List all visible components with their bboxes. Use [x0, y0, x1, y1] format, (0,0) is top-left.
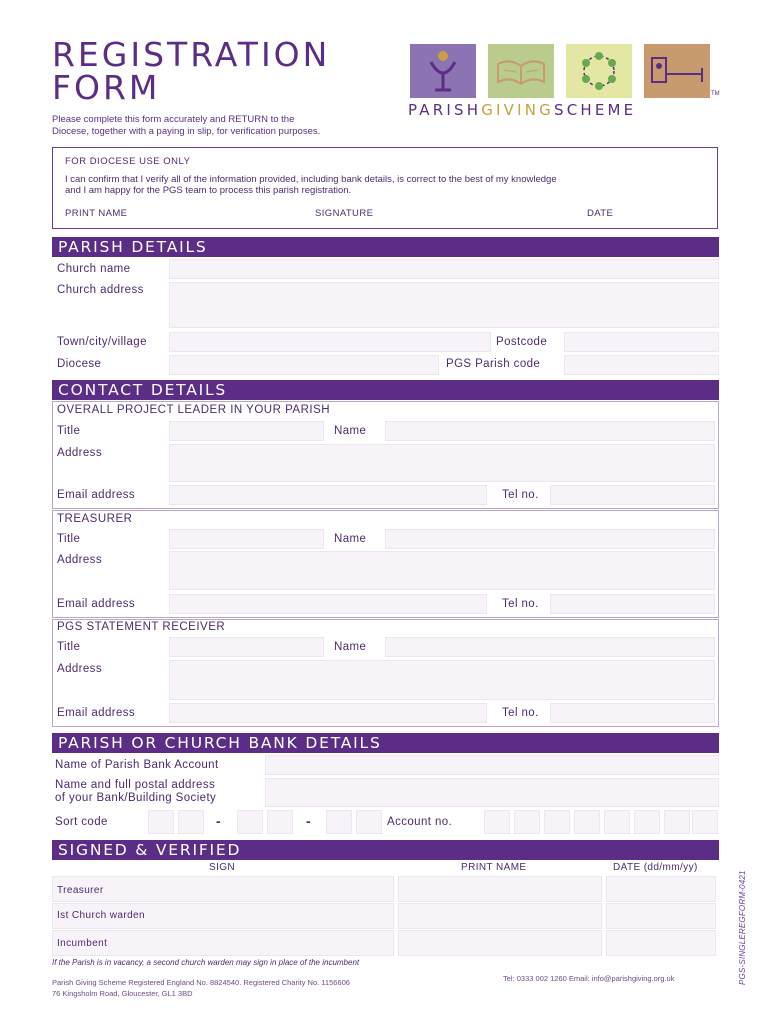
form-title — [52, 35, 331, 107]
brand-part2: GIVING — [481, 101, 554, 119]
open-book-icon — [488, 44, 554, 98]
account-name-label: Name of Parish Bank Account — [55, 759, 219, 771]
col-date-label: DATE (dd/mm/yy) — [613, 862, 698, 873]
leader-name-label: Name — [334, 425, 367, 437]
diocese-statement-line1: I can confirm that I verify all of the information provided, including bank details, is correct to the best of my knowledge — [65, 174, 557, 185]
brand-part3: SCHEME — [553, 101, 637, 119]
chalice-icon — [410, 44, 476, 98]
leader-tel-label: Tel no. — [502, 489, 539, 501]
receiver-tel-label: Tel no. — [502, 707, 539, 719]
receiver-email-label: Email address — [57, 707, 136, 719]
account-no-digit-2[interactable] — [514, 810, 540, 834]
account-no-digit-7[interactable] — [664, 810, 690, 834]
leader-tel-field[interactable] — [550, 485, 715, 505]
diocese-field[interactable] — [169, 355, 439, 375]
treasurer-heading: TREASURER — [57, 513, 133, 525]
form-code: PGS-SINGLEREGFORM-0421 — [738, 870, 747, 985]
sort-code-separator-1: - — [216, 813, 221, 829]
church-warden-print-name-field[interactable] — [398, 903, 602, 929]
treasurer-title-field[interactable] — [169, 529, 324, 549]
form-title-line2: FORM — [52, 68, 161, 107]
intro-text — [52, 114, 402, 138]
treasurer-title-label: Title — [57, 533, 81, 545]
treasurer-tel-label: Tel no. — [502, 598, 539, 610]
trademark-mark: TM — [711, 91, 720, 97]
bank-address-label-line1: Name and full postal address — [55, 779, 216, 791]
col-print-name-label: PRINT NAME — [461, 862, 527, 873]
treasurer-email-label: Email address — [57, 598, 136, 610]
account-name-field[interactable] — [265, 755, 719, 775]
diocese-heading: FOR DIOCESE USE ONLY — [65, 156, 191, 167]
treasurer-sign-label: Treasurer — [57, 885, 104, 896]
treasurer-date-field[interactable] — [606, 876, 716, 902]
account-no-digit-6[interactable] — [634, 810, 660, 834]
treasurer-email-field[interactable] — [169, 594, 487, 614]
account-no-digit-5[interactable] — [604, 810, 630, 834]
leader-address-field[interactable] — [169, 444, 715, 482]
pgs-code-field[interactable] — [564, 355, 719, 375]
account-no-digit-4[interactable] — [574, 810, 600, 834]
treasurer-tel-field[interactable] — [550, 594, 715, 614]
bed-icon — [644, 44, 710, 98]
postcode-label: Postcode — [496, 336, 548, 348]
leader-title-label: Title — [57, 425, 81, 437]
church-warden-sign-label: Ist Church warden — [57, 910, 145, 921]
contact-details-heading: CONTACT DETAILS — [52, 380, 719, 400]
sort-code-digit-2[interactable] — [178, 810, 204, 834]
bank-address-field[interactable] — [265, 778, 719, 807]
leader-title-field[interactable] — [169, 421, 324, 441]
form-title-line1: REGISTRATION — [52, 35, 331, 74]
incumbent-sign-label: Incumbent — [57, 938, 108, 949]
intro-line2: Diocese, together with a paying in slip, for verification purposes. — [52, 126, 321, 137]
diocese-date-label: DATE — [587, 208, 614, 219]
sort-code-digit-6[interactable] — [356, 810, 382, 834]
diocese-use-box — [52, 147, 718, 229]
treasurer-print-name-field[interactable] — [398, 876, 602, 902]
treasurer-address-label: Address — [57, 554, 102, 566]
diocese-statement — [65, 174, 705, 196]
bank-address-label-line2: of your Bank/Building Society — [55, 792, 217, 804]
sort-code-digit-1[interactable] — [148, 810, 174, 834]
brand-part1: PARISH — [408, 101, 482, 119]
intro-line1: Please complete this form accurately and RETURN to the — [52, 114, 295, 125]
diocese-print-name-label: PRINT NAME — [65, 208, 128, 219]
account-no-digit-8[interactable] — [692, 810, 718, 834]
leader-email-field[interactable] — [169, 485, 487, 505]
footer-registration — [52, 977, 350, 999]
bank-details-heading: PARISH OR CHURCH BANK DETAILS — [52, 733, 719, 753]
incumbent-date-field[interactable] — [606, 930, 716, 956]
project-leader-heading: OVERALL PROJECT LEADER IN YOUR PARISH — [57, 404, 331, 416]
receiver-tel-field[interactable] — [550, 703, 715, 723]
account-no-label: Account no. — [387, 816, 453, 828]
brand-wordmark — [408, 101, 636, 119]
postcode-field[interactable] — [564, 332, 719, 352]
parish-details-heading: PARISH DETAILS — [52, 237, 719, 257]
treasurer-address-field[interactable] — [169, 551, 715, 590]
sort-code-digit-4[interactable] — [267, 810, 293, 834]
footer-contact: Tel: 0333 002 1260 Email: info@parishgiving.org.uk — [503, 974, 675, 983]
account-no-digit-3[interactable] — [544, 810, 570, 834]
sort-code-separator-2: - — [306, 813, 311, 829]
receiver-title-field[interactable] — [169, 637, 324, 657]
leader-address-label: Address — [57, 447, 102, 459]
treasurer-name-field[interactable] — [385, 529, 715, 549]
diocese-signature-label: SIGNATURE — [315, 208, 374, 219]
diocese-statement-line2: and I am happy for the PGS team to process this parish registration. — [65, 185, 352, 196]
receiver-email-field[interactable] — [169, 703, 487, 723]
church-name-label: Church name — [57, 263, 131, 275]
incumbent-print-name-field[interactable] — [398, 930, 602, 956]
receiver-name-label: Name — [334, 641, 367, 653]
account-no-digit-1[interactable] — [484, 810, 510, 834]
circle-of-people-icon — [566, 44, 632, 98]
signed-verified-heading: SIGNED & VERIFIED — [52, 840, 719, 860]
pgs-code-label: PGS Parish code — [446, 358, 541, 370]
church-address-field[interactable] — [169, 282, 719, 328]
footer-reg-line1: Parish Giving Scheme Registered England No. 8824540. Registered Charity No. 1156606 — [52, 978, 350, 987]
receiver-name-field[interactable] — [385, 637, 715, 657]
church-warden-date-field[interactable] — [606, 903, 716, 929]
bank-address-label — [55, 779, 216, 805]
sort-code-digit-5[interactable] — [326, 810, 352, 834]
church-address-label: Church address — [57, 284, 144, 296]
town-field[interactable] — [169, 332, 491, 352]
town-label: Town/city/village — [57, 336, 147, 348]
leader-name-field[interactable] — [385, 421, 715, 441]
treasurer-name-label: Name — [334, 533, 367, 545]
statement-receiver-heading: PGS STATEMENT RECEIVER — [57, 621, 226, 633]
receiver-title-label: Title — [57, 641, 81, 653]
church-name-field[interactable] — [169, 259, 719, 279]
sort-code-digit-3[interactable] — [237, 810, 263, 834]
footer-reg-line2: 76 Kingsholm Road, Gloucester, GL1 3BD — [52, 989, 193, 998]
receiver-address-field[interactable] — [169, 660, 715, 700]
sort-code-label: Sort code — [55, 816, 108, 828]
receiver-address-label: Address — [57, 663, 102, 675]
col-sign-label: SIGN — [209, 862, 236, 873]
leader-email-label: Email address — [57, 489, 136, 501]
vacancy-note: If the Parish is in vacancy, a second church warden may sign in place of the incumbent — [52, 958, 360, 967]
diocese-label: Diocese — [57, 358, 102, 370]
